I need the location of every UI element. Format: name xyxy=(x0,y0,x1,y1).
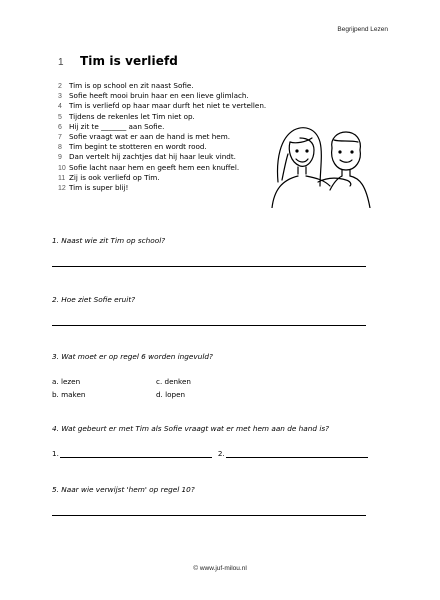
line-number: 9 xyxy=(58,154,62,162)
story-line xyxy=(58,81,298,91)
line-number: 8 xyxy=(58,144,62,152)
line-text: Tim begint te stotteren en wordt rood. xyxy=(69,142,207,152)
line-text: Tim is super blij! xyxy=(69,182,129,192)
line-text: Sofie heeft mooi bruin haar en een lieve glimlach. xyxy=(69,91,249,101)
line-number: 3 xyxy=(58,93,62,101)
line-number: 7 xyxy=(58,133,62,141)
story-line xyxy=(58,132,298,142)
header-label: Begrijpend Lezen xyxy=(337,26,388,33)
option-b[interactable]: b. maken xyxy=(52,389,86,399)
question-5: 5. Naar wie verwijst 'hem' op regel 10? xyxy=(52,485,195,494)
footer-copyright: © www.juf-milou.nl xyxy=(193,565,247,572)
title-row xyxy=(58,54,178,68)
answer-options xyxy=(52,377,372,402)
story-line xyxy=(58,142,298,152)
answer-line-4a[interactable] xyxy=(60,449,212,458)
story-text xyxy=(58,81,298,193)
boy-and-girl-drawing-icon xyxy=(268,120,373,208)
numbered-answer-2[interactable] xyxy=(218,449,368,458)
line-number: 2 xyxy=(58,83,62,90)
story-line xyxy=(58,183,298,193)
option-a[interactable]: a. lezen xyxy=(52,377,81,386)
line-text: Hij zit te _______ aan Sofie. xyxy=(69,121,165,131)
line-number: 10 xyxy=(58,164,66,172)
line-text: Zij is ook verliefd op Tim. xyxy=(69,172,160,182)
option-c[interactable]: c. denken xyxy=(156,377,191,386)
answer-number: 1. xyxy=(52,449,59,458)
story-line xyxy=(58,112,298,122)
story-title: Tim is verliefd xyxy=(80,54,178,68)
line-number: 4 xyxy=(58,103,62,111)
question-2: 2. Hoe ziet Sofie eruit? xyxy=(52,295,136,304)
line-number: 5 xyxy=(58,113,62,121)
question-3: 3. Wat moet er op regel 6 worden ingevuld? xyxy=(52,352,213,361)
story-line xyxy=(58,152,298,162)
answer-number: 2. xyxy=(217,449,225,458)
answer-line-4b[interactable] xyxy=(226,449,368,458)
story-line xyxy=(58,173,298,183)
story-line xyxy=(58,163,298,173)
answer-line-5[interactable] xyxy=(52,515,366,516)
numbered-answer-1[interactable] xyxy=(52,449,212,458)
answer-line-1[interactable] xyxy=(52,266,366,267)
story-line xyxy=(58,101,298,111)
title-line-number: 1 xyxy=(58,57,64,68)
line-text: Sofie lacht naar hem en geeft hem een knuffel. xyxy=(69,162,240,172)
line-text: Tijdens de rekenles let Tim niet op. xyxy=(69,111,195,121)
option-row xyxy=(52,377,372,390)
question-4: 4. Wat gebeurt er met Tim als Sofie vraagt wat er met hem aan de hand is? xyxy=(52,424,330,433)
story-line xyxy=(58,91,298,101)
line-text: Tim is verliefd op haar maar durft het niet te vertellen. xyxy=(69,101,267,111)
option-row xyxy=(52,390,372,403)
answer-line-2[interactable] xyxy=(52,325,366,326)
line-text: Sofie vraagt wat er aan de hand is met hem. xyxy=(69,131,231,141)
line-text: Tim is op school en zit naast Sofie. xyxy=(69,81,194,90)
numbered-answers xyxy=(52,449,372,458)
question-1: 1. Naast wie zit Tim op school? xyxy=(52,236,166,245)
line-number: 6 xyxy=(58,123,62,131)
option-d[interactable]: d. lopen xyxy=(156,389,186,399)
line-number: 12 xyxy=(58,184,66,192)
story-line xyxy=(58,122,298,132)
line-number: 11 xyxy=(58,174,66,182)
line-text: Dan vertelt hij zachtjes dat hij haar leuk vindt. xyxy=(69,152,236,162)
